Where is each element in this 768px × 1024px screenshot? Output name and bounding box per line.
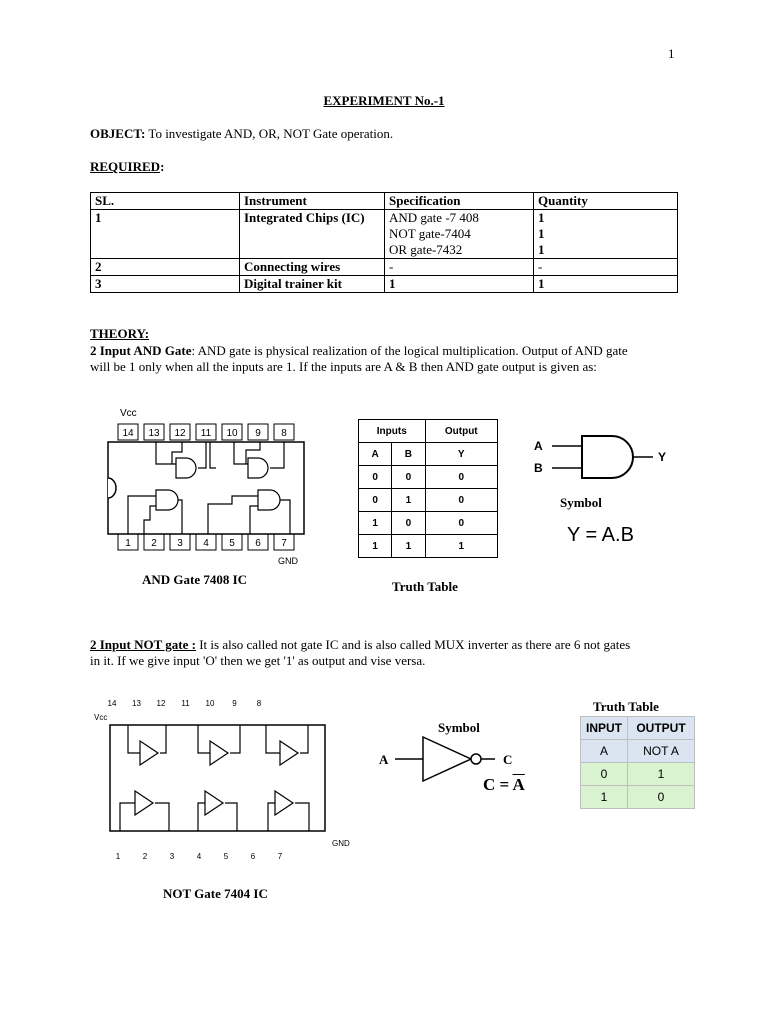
and-gate-icon [176, 458, 196, 478]
theory-heading: THEORY: [90, 326, 150, 341]
table-row: 3 Digital trainer kit 1 1 [91, 276, 678, 293]
ic-pin-label: 1 [125, 538, 131, 549]
ic-pin-label: 13 [132, 699, 141, 708]
not-gate-paragraph: 2 Input NOT gate : It is also called not gate IC and is also called MUX inverter as there are 6 not gates in it. If we give input 'O' then we get '1' as output and vise versa. [90, 637, 631, 668]
ic-pin-label: 5 [229, 538, 235, 549]
header-sl: SL. [91, 193, 240, 210]
ic-pin-label: 13 [148, 428, 160, 439]
svg-text:B: B [534, 461, 543, 475]
ic-pin-label: 9 [255, 428, 261, 439]
table-row: 1 Integrated Chips (IC) AND gate -7 408 NOT gate-7404 OR gate-7432 1 1 1 [91, 210, 678, 259]
ic-pin-label: 5 [223, 852, 229, 861]
ic-pin-label: 8 [281, 428, 287, 439]
ic-pin-label: 3 [177, 538, 183, 549]
and-gate-symbol [530, 430, 670, 485]
ic-pin-label: 11 [181, 699, 190, 708]
svg-text:Vcc: Vcc [94, 713, 108, 722]
inverter-icon [140, 741, 158, 765]
object-line [90, 126, 393, 142]
svg-text:C: C [503, 752, 513, 767]
and-gate-icon [248, 458, 268, 478]
object-text: To investigate AND, OR, NOT Gate operation. [145, 126, 394, 141]
and-gate-icon [156, 490, 178, 510]
ic-pin-label: 6 [250, 852, 256, 861]
and-ic-7408-diagram [98, 402, 318, 572]
experiment-title: EXPERIMENT No.-1 [323, 93, 445, 108]
inverter-icon [275, 791, 293, 815]
required-label: REQUIRED [90, 159, 161, 174]
ic-pin-label: 14 [107, 699, 117, 708]
inputs-header: Inputs [359, 420, 426, 443]
table-row: 1 1 1 [359, 535, 498, 558]
and-gate-icon [258, 490, 280, 510]
not-ic-caption: NOT Gate 7404 IC [163, 886, 268, 901]
ic-pin-label: 2 [142, 852, 148, 861]
table-row: 1 0 0 [359, 512, 498, 535]
header-specification: Specification [385, 193, 534, 210]
ic-pin-label: 12 [156, 699, 166, 708]
and-truth-table-caption: Truth Table [392, 579, 458, 594]
not-equation: $C = \overline{A}$ [483, 775, 525, 794]
ic-pin-label: 4 [203, 538, 209, 549]
ic-pin-label: 11 [200, 428, 212, 439]
ic-pin-label: 2 [151, 538, 157, 549]
table-row: 0 0 0 [359, 466, 498, 489]
object-label: OBJECT: [90, 126, 146, 141]
ic-pin-label: 14 [122, 428, 134, 439]
table-row: 2 Connecting wires - - [91, 259, 678, 276]
ic-pin-label: 10 [205, 699, 215, 708]
ic-pin-label: 9 [232, 699, 237, 708]
not-truth-table-caption: Truth Table [593, 699, 659, 714]
inverter-icon [210, 741, 228, 765]
ic-pin-label: 1 [115, 852, 121, 861]
svg-text:GND: GND [332, 839, 350, 848]
ic-pin-label: 10 [226, 428, 238, 439]
gnd-label: GND [278, 556, 298, 566]
svg-text:A: A [534, 439, 543, 453]
ic-pin-label: 7 [281, 538, 287, 549]
table-row: 1 0 [581, 786, 695, 809]
and-gate-icon [582, 436, 633, 478]
inverter-icon [135, 791, 153, 815]
inverter-icon [280, 741, 298, 765]
inverter-icon [423, 737, 471, 781]
svg-text:A: A [379, 752, 389, 767]
ic-pin-label: 6 [255, 538, 261, 549]
svg-text:Y: Y [658, 450, 667, 464]
vcc-label: Vcc [120, 408, 137, 419]
page-number: 1 [668, 46, 675, 61]
ic-body [110, 725, 325, 831]
and-equation: Y = A.B [567, 524, 634, 546]
header-instrument: Instrument [240, 193, 385, 210]
table-header-row [91, 193, 678, 210]
ic-pin-label: 12 [174, 428, 186, 439]
not-truth-table: INPUT OUTPUT A NOT A 0 1 1 0 [580, 716, 695, 809]
and-truth-table: Inputs Output A B Y 0 0 0 0 1 0 1 0 0 1 1 1 [358, 419, 498, 558]
required-heading: REQUIRED: [90, 159, 165, 174]
ic-notch [108, 478, 116, 498]
header-quantity: Quantity [534, 193, 678, 210]
inverter-icon [205, 791, 223, 815]
and-gate-paragraph: 2 Input AND Gate: AND gate is physical realization of the logical multiplication. Output of AND gate will be 1 only when all the inputs are 1. If the inputs are A & B then AND gate output is given as: [90, 343, 628, 374]
not-ic-7404-diagram [90, 695, 360, 870]
ic-pin-label: 4 [196, 852, 202, 861]
not-gate-label: 2 Input NOT gate : [90, 637, 196, 652]
and-symbol-caption: Symbol [560, 495, 602, 510]
ic-pin-label: 8 [256, 699, 262, 708]
and-ic-caption: AND Gate 7408 IC [142, 572, 248, 587]
not-symbol-caption: Symbol [438, 720, 480, 735]
table-row: 0 1 0 [359, 489, 498, 512]
table-row: 0 1 [581, 763, 695, 786]
ic-pin-label: 7 [277, 852, 283, 861]
output-header: Output [425, 420, 497, 443]
required-table [90, 192, 678, 293]
and-gate-label: 2 Input AND Gate [90, 343, 192, 358]
ic-pin-label: 3 [169, 852, 175, 861]
